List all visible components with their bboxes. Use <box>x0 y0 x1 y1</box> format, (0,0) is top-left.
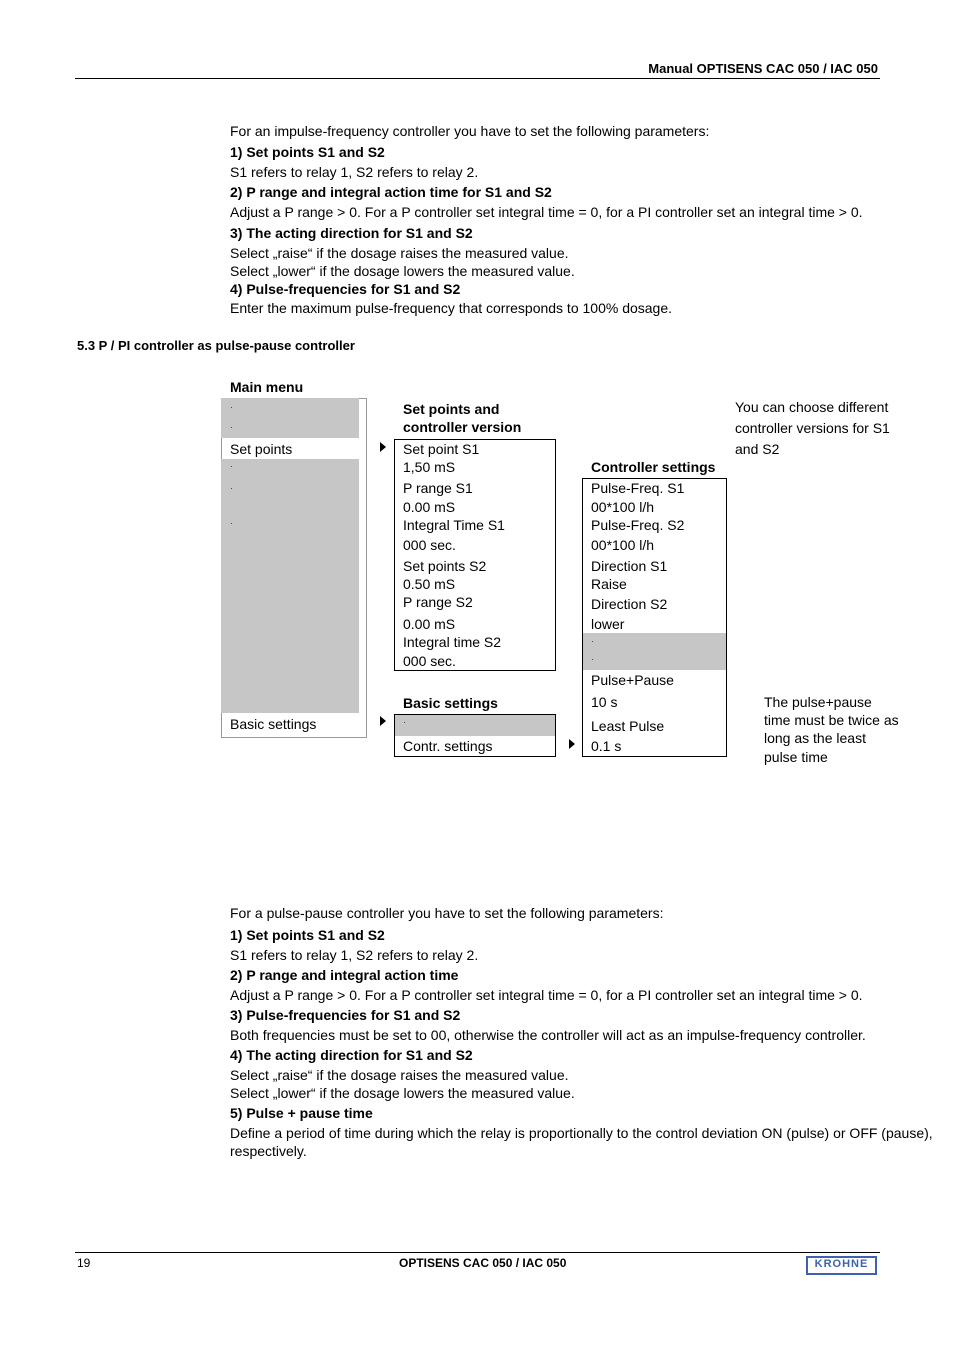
intro2-heading-3: 3) Pulse-frequencies for S1 and S2 <box>230 1007 461 1023</box>
controller-value: 10 s <box>591 694 618 710</box>
set-points-value: 000 sec. <box>403 537 456 553</box>
intro1-line-3a: Select „raise“ if the dosage raises the measured value. <box>230 245 569 261</box>
main-menu-dot: · <box>230 518 233 528</box>
controller-row[interactable]: Pulse-Freq. S1 <box>591 480 685 496</box>
set-points-row[interactable]: Integral Time S1 <box>403 517 505 533</box>
controller-row[interactable]: Pulse-Freq. S2 <box>591 517 685 533</box>
note-controller-versions: controller versions for S1 <box>735 420 890 436</box>
note-pulse-pause: long as the least <box>764 730 866 746</box>
basic-settings-gray <box>395 715 555 736</box>
contr-settings-item[interactable]: Contr. settings <box>403 738 493 754</box>
set-points-value: 0.00 mS <box>403 499 456 515</box>
main-menu-dot: · <box>230 461 233 471</box>
intro2-line-1: S1 refers to relay 1, S2 refers to relay 2. <box>230 947 479 963</box>
set-points-value: 0.50 mS <box>403 576 456 592</box>
set-points-row[interactable]: P range S1 <box>403 480 473 496</box>
controller-value: Raise <box>591 576 627 592</box>
controller-value: lower <box>591 616 625 632</box>
main-menu-item-set-points[interactable]: Set points <box>230 441 293 457</box>
set-points-panel-title: Set points and <box>403 401 500 417</box>
controller-value: 00*100 l/h <box>591 537 655 553</box>
intro1-heading-2: 2) P range and integral action time for S1 and S2 <box>230 184 552 200</box>
set-points-row[interactable]: P range S2 <box>403 594 473 610</box>
main-menu-dot: · <box>230 402 233 412</box>
intro2-line-5b: respectively. <box>230 1143 307 1159</box>
controller-row[interactable]: Direction S1 <box>591 558 668 574</box>
main-menu-dot: · <box>230 483 233 493</box>
intro1-line-2: Adjust a P range > 0. For a P controller set integral time = 0, for a PI controller set an integral time > 0. <box>230 204 863 220</box>
main-menu-title: Main menu <box>230 379 304 395</box>
controller-row[interactable]: Least Pulse <box>591 718 665 734</box>
controller-value: 00*100 l/h <box>591 499 655 515</box>
note-pulse-pause: pulse time <box>764 749 828 765</box>
arrow-right-icon <box>380 716 386 726</box>
controller-value: 0.1 s <box>591 738 622 754</box>
intro1-line-4: Enter the maximum pulse-frequency that corresponds to 100% dosage. <box>230 300 673 316</box>
intro2-heading-4: 4) The acting direction for S1 and S2 <box>230 1047 473 1063</box>
set-points-value: 0.00 mS <box>403 616 456 632</box>
intro2-line-5a: Define a period of time during which the relay is proportionally to the control deviation ON (pulse) or OFF (pause), <box>230 1125 933 1141</box>
controller-gray <box>583 633 726 670</box>
main-menu-gray-bottom <box>221 459 359 713</box>
intro1-line-1: S1 refers to relay 1, S2 refers to relay 2. <box>230 164 479 180</box>
note-pulse-pause: The pulse+pause <box>764 694 872 710</box>
basic-settings-panel-title: Basic settings <box>403 695 498 711</box>
set-points-value: 000 sec. <box>403 653 456 669</box>
controller-dot: · <box>591 654 594 664</box>
intro1-heading-3: 3) The acting direction for S1 and S2 <box>230 225 473 241</box>
header-title: Manual OPTISENS CAC 050 / IAC 050 <box>648 61 878 76</box>
intro2-heading-2: 2) P range and integral action time <box>230 967 459 983</box>
intro2-heading-5: 5) Pulse + pause time <box>230 1105 373 1121</box>
basic-settings-dot: · <box>403 717 406 727</box>
footer-rule <box>75 1252 880 1253</box>
section-title: 5.3 P / PI controller as pulse-pause controller <box>77 338 355 353</box>
set-points-value: 1,50 mS <box>403 459 456 475</box>
intro2-lead: For a pulse-pause controller you have to set the following parameters: <box>230 905 664 921</box>
intro2-line-2: Adjust a P range > 0. For a P controller set integral time = 0, for a PI controller set an integral time > 0. <box>230 987 863 1003</box>
main-menu-dot: · <box>230 422 233 432</box>
controller-row[interactable]: Pulse+Pause <box>591 672 674 688</box>
intro2-line-3: Both frequencies must be set to 00, otherwise the controller will act as an impulse-frequency controller. <box>230 1027 866 1043</box>
main-menu-item-basic-settings[interactable]: Basic settings <box>230 716 317 732</box>
intro1-heading-4: 4) Pulse-frequencies for S1 and S2 <box>230 281 461 297</box>
intro1-line-3b: Select „lower“ if the dosage lowers the measured value. <box>230 263 575 279</box>
arrow-right-icon <box>569 739 575 749</box>
controller-dot: · <box>591 636 594 646</box>
set-points-row[interactable]: Integral time S2 <box>403 634 502 650</box>
controller-row[interactable]: Direction S2 <box>591 596 668 612</box>
intro2-line-4a: Select „raise“ if the dosage raises the measured value. <box>230 1067 569 1083</box>
intro2-line-4b: Select „lower“ if the dosage lowers the measured value. <box>230 1085 575 1101</box>
set-points-row[interactable]: Set points S2 <box>403 558 487 574</box>
intro1-lead: For an impulse-frequency controller you have to set the following parameters: <box>230 123 710 139</box>
page-number: 19 <box>77 1256 91 1270</box>
arrow-right-icon <box>380 442 386 452</box>
note-pulse-pause: time must be twice as <box>764 712 899 728</box>
footer-title: OPTISENS CAC 050 / IAC 050 <box>399 1256 567 1270</box>
controller-panel-title: Controller settings <box>591 459 716 475</box>
note-controller-versions: and S2 <box>735 441 780 457</box>
krohne-logo: KROHNE <box>806 1256 877 1275</box>
set-points-row[interactable]: Set point S1 <box>403 441 480 457</box>
note-controller-versions: You can choose different <box>735 399 889 415</box>
header-rule <box>75 78 880 79</box>
intro1-heading-1: 1) Set points S1 and S2 <box>230 144 385 160</box>
intro2-heading-1: 1) Set points S1 and S2 <box>230 927 385 943</box>
set-points-panel-title: controller version <box>403 419 522 435</box>
main-menu-gray-top <box>221 398 359 438</box>
